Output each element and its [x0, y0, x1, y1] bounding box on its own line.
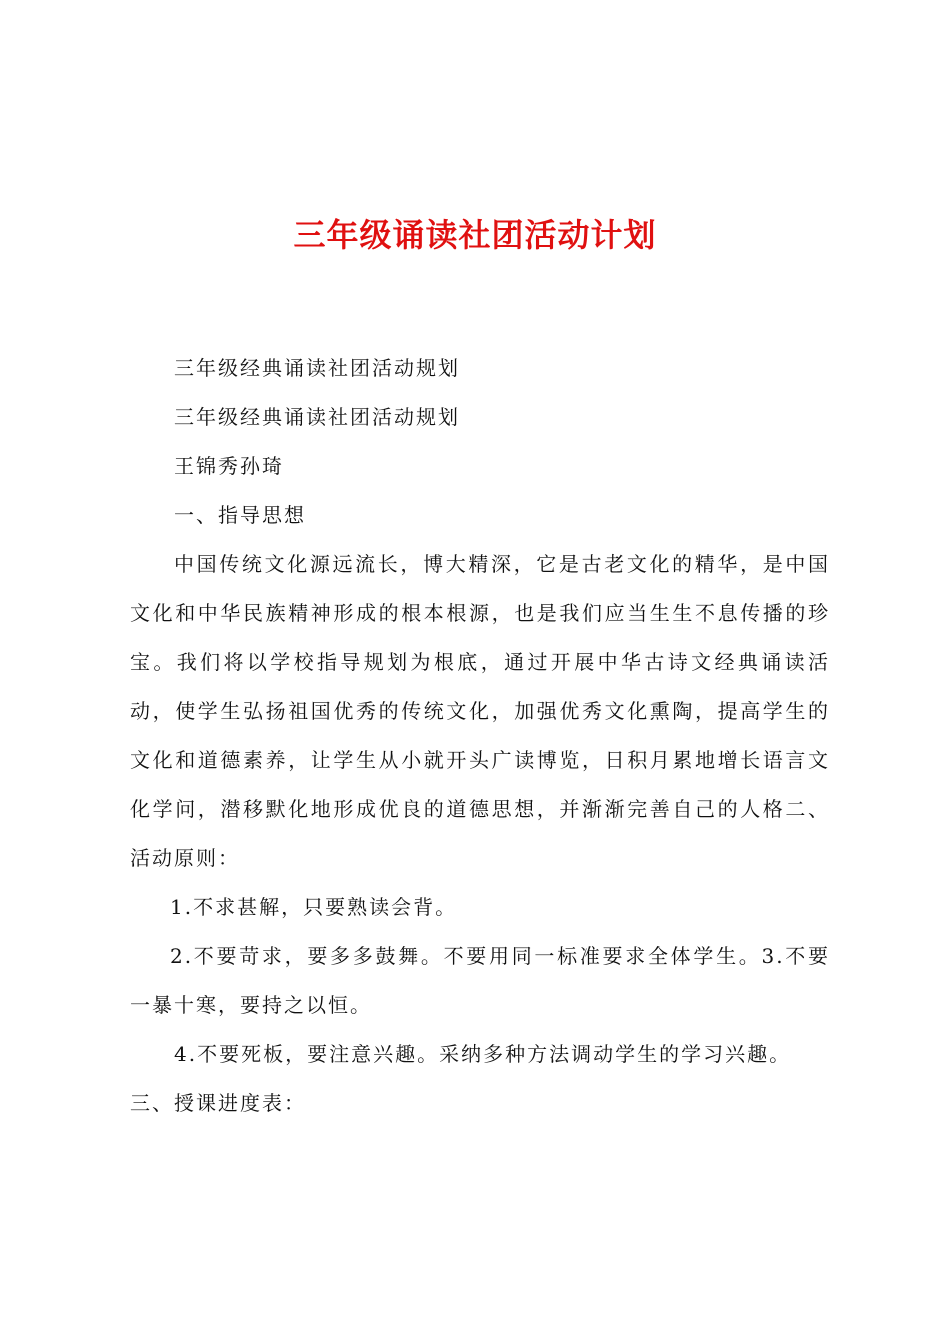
section-heading-guiding-thought: 一、指导思想: [174, 503, 306, 527]
principle-item-4: 4.不要死板，要注意兴趣。采纳多种方法调动学生的学习兴趣。: [174, 1042, 792, 1066]
section-heading-schedule: 三、授课进度表：: [130, 1091, 306, 1115]
subtitle-line-2: 三年级经典诵读社团活动规划: [174, 405, 460, 429]
principle-item-1: 1.不求甚解，只要熟读会背。: [170, 895, 458, 919]
principle-item-2-3: 2.不要苛求，要多多鼓舞。不要用同一标准要求全体学生。3.不要一暴十寒，要持之以恒。: [130, 944, 830, 1017]
document-title: 三年级诵读社团活动计划: [293, 216, 657, 254]
subtitle-line-1: 三年级经典诵读社团活动规划: [174, 356, 460, 380]
authors-line: 王锦秀孙琦: [174, 454, 284, 478]
document-body: [130, 344, 830, 1128]
paragraph-guiding-thought: 中国传统文化源远流长，博大精深，它是古老文化的精华，是中国文化和中华民族精神形成的根本根源，也是我们应当生生不息传播的珍宝。我们将以学校指导规划为根底，通过开展中华古诗文经典诵读活动，使学生弘扬祖国优秀的传统文化，加强优秀文化熏陶，提高学生的文化和道德素养，让学生从小就开头广读博览，日积月累地增长语言文化学问，潜移默化地形成优良的道德思想，并渐渐完善自己的人格二、活动原则：: [130, 552, 830, 870]
